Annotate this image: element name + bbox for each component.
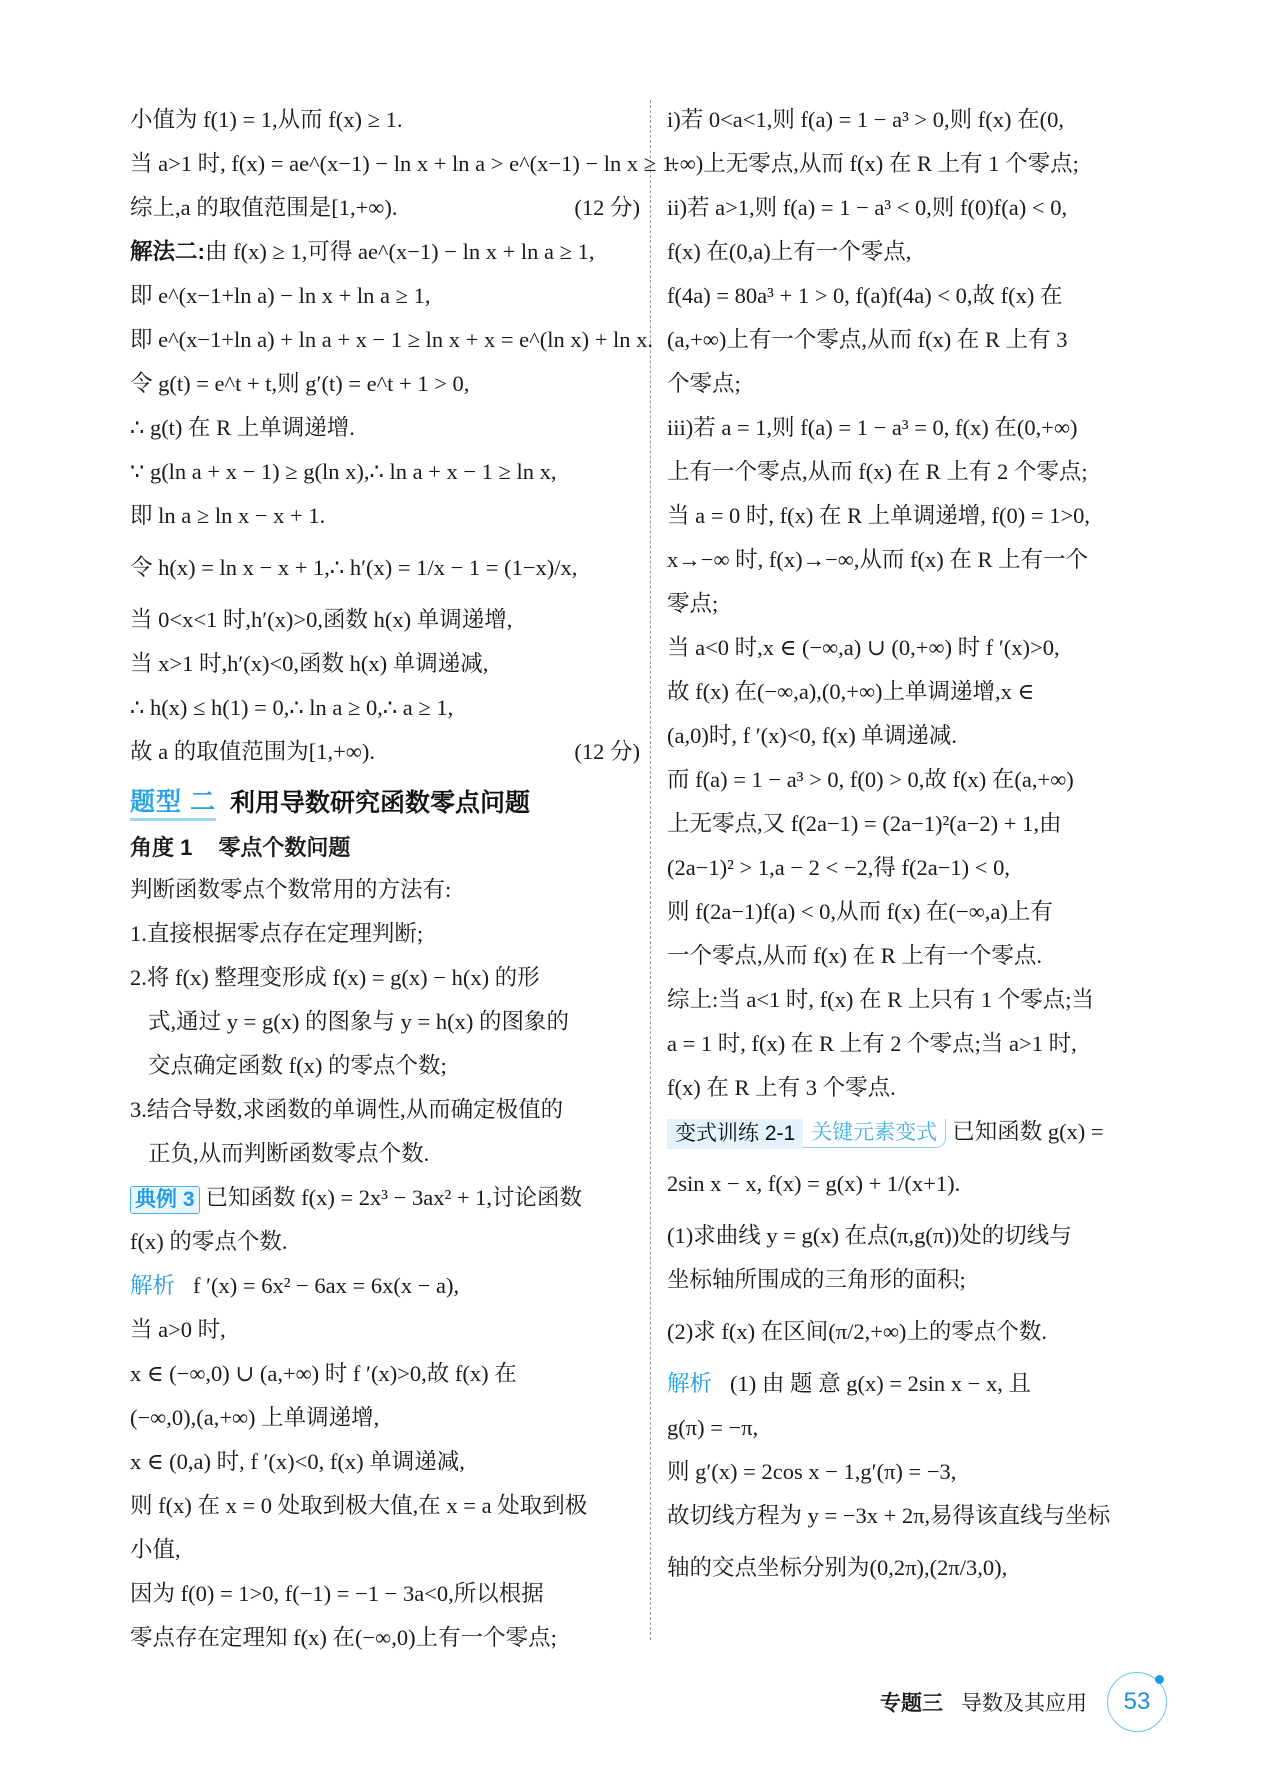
text-line: 因为 f(0) = 1>0, f(−1) = −1 − 3a<0,所以根据: [130, 1581, 544, 1606]
method-item-cont: 式,通过 y = g(x) 的图象与 y = h(x) 的图象的: [148, 1009, 569, 1034]
text-line: 令 h(x) = ln x − x + 1,∴ h′(x) = 1/x − 1 = (1−x)/x,: [130, 555, 578, 580]
text-line: 而 f(a) = 1 − a³ > 0, f(0) > 0,故 f(x) 在(a,+∞): [667, 767, 1074, 792]
text-line: 当 a<0 时,x ∈ (−∞,a) ∪ (0,+∞) 时 f ′(x)>0,: [667, 635, 1060, 660]
question-2: (2)求 f(x) 在区间(π/2,+∞)上的零点个数.: [667, 1319, 1048, 1344]
text-line: (−∞,0),(a,+∞) 上单调递增,: [130, 1405, 380, 1430]
analysis-line: [667, 1362, 1177, 1406]
page-footer: [880, 1662, 1167, 1742]
text-line: 上有一个零点,从而 f(x) 在 R 上有 2 个零点;: [667, 459, 1088, 484]
right-column: [667, 98, 1177, 1598]
text: 已知函数 g(x) =: [952, 1119, 1104, 1144]
text-line: g(π) = −π,: [667, 1415, 759, 1440]
text-line: 个零点;: [667, 371, 741, 396]
section-tag: 题型 二: [130, 786, 216, 821]
text-line: 小值,: [130, 1537, 181, 1562]
text-line: 当 x>1 时,h′(x)<0,函数 h(x) 单调递减,: [130, 651, 489, 676]
question-1: (1)求曲线 y = g(x) 在点(π,g(π))处的切线与: [667, 1223, 1072, 1248]
subsection-title: 零点个数问题: [218, 835, 351, 860]
text-line: 零点存在定理知 f(x) 在(−∞,0)上有一个零点;: [130, 1625, 557, 1650]
text-line: 则 f(x) 在 x = 0 处取到极大值,在 x = a 处取到极: [130, 1493, 588, 1518]
text-line: [130, 230, 640, 274]
text-line: x ∈ (−∞,0) ∪ (a,+∞) 时 f ′(x)>0,故 f(x) 在: [130, 1361, 517, 1386]
left-column: [130, 98, 679, 1660]
text-line: f(x) 的零点个数.: [130, 1229, 288, 1254]
text-line: 零点;: [667, 591, 719, 616]
text-line: (a,0)时, f ′(x)<0, f(x) 单调递减.: [667, 723, 958, 748]
text-line: +∞)上无零点,从而 f(x) 在 R 上有 1 个零点;: [667, 151, 1079, 176]
text-line: 故 f(x) 在(−∞,a),(0,+∞)上单调递增,x ∈: [667, 679, 1035, 704]
text-line-with-score: [130, 730, 640, 774]
footer-chapter: 导数及其应用: [961, 1692, 1087, 1715]
text-line: 一个零点,从而 f(x) 在 R 上有一个零点.: [667, 943, 1042, 968]
text-line: 当 0<x<1 时,h′(x)>0,函数 h(x) 单调递增,: [130, 607, 513, 632]
text-line: 上无零点,又 f(2a−1) = (2a−1)²(a−2) + 1,由: [667, 811, 1062, 836]
text-line: 故切线方程为 y = −3x + 2π,易得该直线与坐标: [667, 1503, 1111, 1528]
text-line: 即 e^(x−1+ln a) − ln x + ln a ≥ 1,: [130, 283, 431, 308]
text-line: 综上:当 a<1 时, f(x) 在 R 上只有 1 个零点;当: [667, 987, 1095, 1012]
subsection-label: 角度 1: [130, 835, 193, 860]
text-line: f(x) 在 R 上有 3 个零点.: [667, 1075, 896, 1100]
text: 故 a 的取值范围为[1,+∞).: [130, 739, 375, 764]
text-line: a = 1 时, f(x) 在 R 上有 2 个零点;当 a>1 时,: [667, 1031, 1077, 1056]
text-line: x→−∞ 时, f(x)→−∞,从而 f(x) 在 R 上有一个: [667, 547, 1089, 572]
analysis-label: 解析: [667, 1371, 713, 1396]
text-line: 2sin x − x, f(x) = g(x) + 1/(x+1).: [667, 1171, 961, 1196]
method-item: 1.直接根据零点存在定理判断;: [130, 921, 424, 946]
example-line: [130, 1176, 640, 1220]
text-line: ii)若 a>1,则 f(a) = 1 − a³ < 0,则 f(0)f(a) < 0,: [667, 195, 1068, 220]
text-line: iii)若 a = 1,则 f(a) = 1 − a³ = 0, f(x) 在(0,+∞): [667, 415, 1078, 440]
section-title: 利用导数研究函数零点问题: [229, 789, 530, 817]
text-line: 当 a>1 时, f(x) = ae^(x−1) − ln x + ln a > e^(x−1) − ln x ≥ 1.: [130, 151, 679, 176]
text-line: ∴ g(t) 在 R 上单调递增.: [130, 415, 355, 440]
text-line: 当 a>0 时,: [130, 1317, 226, 1342]
text: f ′(x) = 6x² − 6ax = 6x(x − a),: [193, 1273, 460, 1298]
text-line: 则 f(2a−1)f(a) < 0,从而 f(x) 在(−∞,a)上有: [667, 899, 1053, 924]
question-1-cont: 坐标轴所围成的三角形的面积;: [667, 1267, 966, 1292]
page-number-badge: [1107, 1672, 1167, 1732]
text-line: f(4a) = 80a³ + 1 > 0, f(a)f(4a) < 0,故 f(x) 在: [667, 283, 1063, 308]
text-line: ∵ g(ln a + x − 1) ≥ g(ln x),∴ ln a + x − 1 ≥ ln x,: [130, 459, 557, 484]
text-line: 轴的交点坐标分别为(0,2π),(2π/3,0),: [667, 1555, 1008, 1580]
footer-topic: 专题三: [880, 1692, 943, 1715]
score-label: (12 分): [574, 739, 640, 764]
method-item-cont: 交点确定函数 f(x) 的零点个数;: [148, 1053, 447, 1078]
method-item: 3.结合导数,求函数的单调性,从而确定极值的: [130, 1097, 564, 1122]
text: 由 f(x) ≥ 1,可得 ae^(x−1) − ln x + ln a ≥ 1,: [205, 239, 595, 264]
text-line: f(x) 在(0,a)上有一个零点,: [667, 239, 912, 264]
method-label: 解法二:: [130, 239, 205, 264]
score-label: (12 分): [574, 195, 640, 220]
dot-icon: [1155, 1675, 1164, 1684]
text-line: 判断函数零点个数常用的方法有:: [130, 877, 452, 902]
subsection-heading: [130, 828, 640, 868]
method-item: 2.将 f(x) 整理变形成 f(x) = g(x) − h(x) 的形: [130, 965, 540, 990]
text-line: (a,+∞)上有一个零点,从而 f(x) 在 R 上有 3: [667, 327, 1068, 352]
method-item-cont: 正负,从而判断函数零点个数.: [148, 1141, 430, 1166]
example-badge: 典例 3: [130, 1186, 200, 1214]
text-line: 即 ln a ≥ ln x − x + 1.: [130, 503, 326, 528]
text-line: 则 g′(x) = 2cos x − 1,g′(π) = −3,: [667, 1459, 957, 1484]
section-heading: [130, 778, 640, 828]
analysis-label: 解析: [130, 1273, 176, 1298]
text-line: 当 a = 0 时, f(x) 在 R 上单调递增, f(0) = 1>0,: [667, 503, 1091, 528]
key-variation-badge: 关键元素变式: [803, 1119, 946, 1148]
text-line: 令 g(t) = e^t + t,则 g′(t) = e^t + 1 > 0,: [130, 371, 470, 396]
text-line-with-score: [130, 186, 640, 230]
analysis-line: [130, 1264, 640, 1308]
text-line: (2a−1)² > 1,a − 2 < −2,得 f(2a−1) < 0,: [667, 855, 1010, 880]
text-line: 即 e^(x−1+ln a) + ln a + x − 1 ≥ ln x + x = e^(ln x) + ln x.: [130, 327, 654, 352]
text: 综上,a 的取值范围是[1,+∞).: [130, 195, 398, 220]
text: 已知函数 f(x) = 2x³ − 3ax² + 1,讨论函数: [205, 1185, 583, 1210]
exercise-badge: 变式训练 2-1: [667, 1119, 803, 1149]
text-line: i)若 0<a<1,则 f(a) = 1 − a³ > 0,则 f(x) 在(0,: [667, 107, 1064, 132]
text-line: 小值为 f(1) = 1,从而 f(x) ≥ 1.: [130, 107, 403, 132]
page-number: 53: [1123, 1688, 1151, 1715]
text: (1) 由 题 意 g(x) = 2sin x − x, 且: [730, 1371, 1031, 1396]
text-line: x ∈ (0,a) 时, f ′(x)<0, f(x) 单调递减,: [130, 1449, 465, 1474]
exercise-line: [667, 1110, 1177, 1154]
text-line: ∴ h(x) ≤ h(1) = 0,∴ ln a ≥ 0,∴ a ≥ 1,: [130, 695, 454, 720]
